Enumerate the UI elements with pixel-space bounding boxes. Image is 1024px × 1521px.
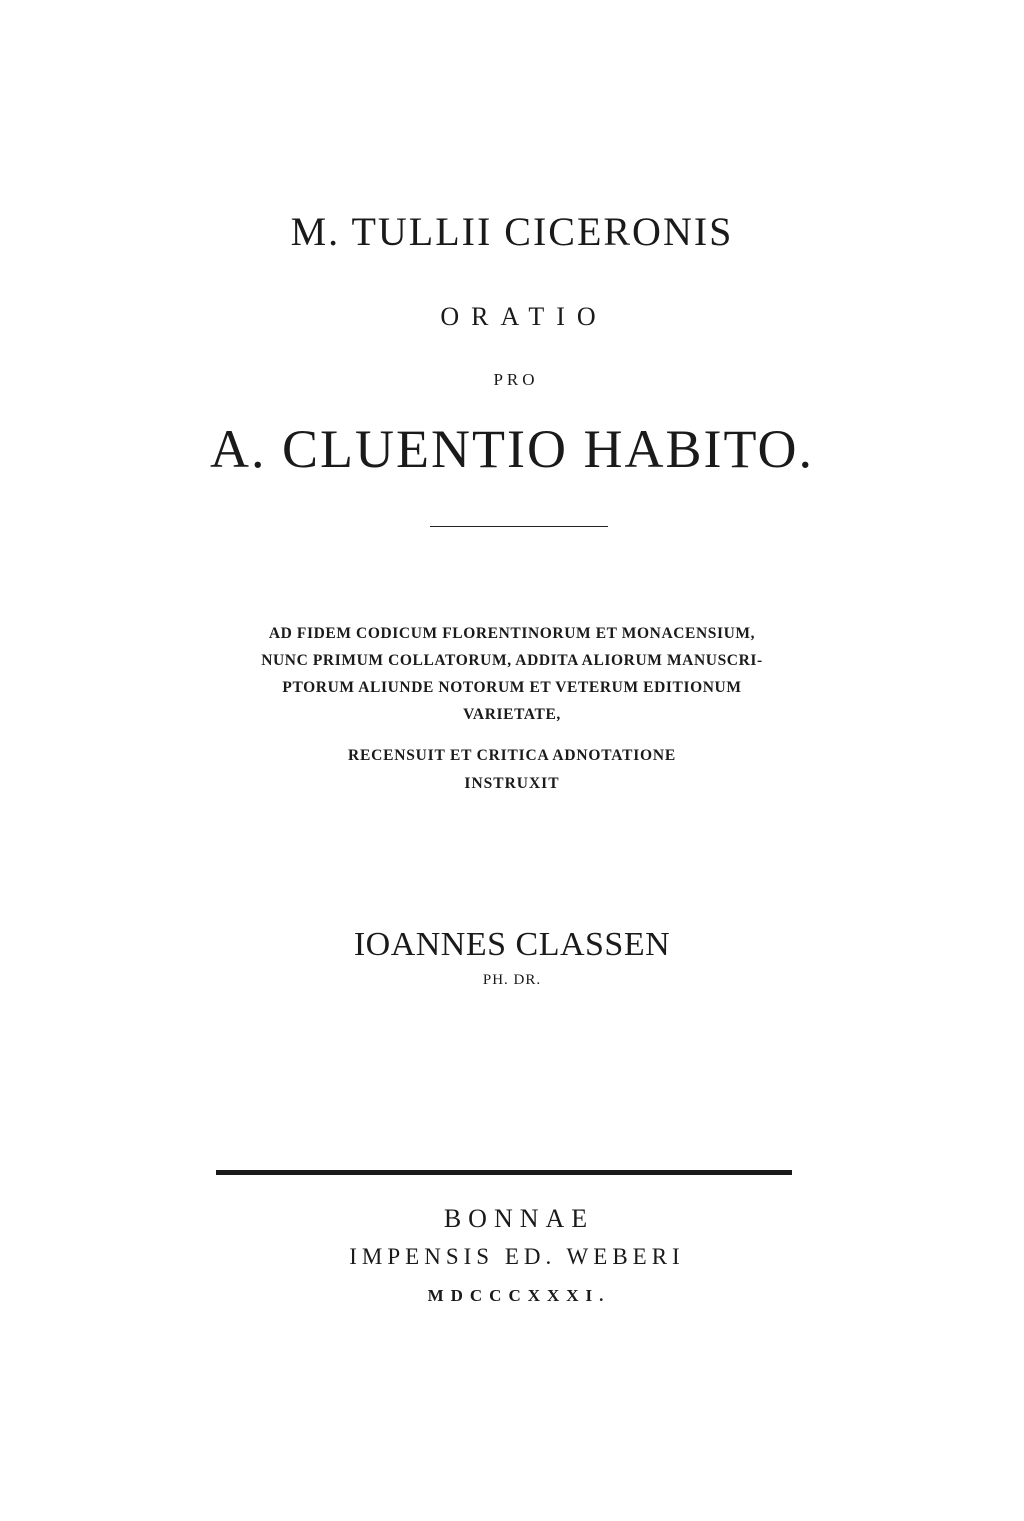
edition-description	[212, 620, 812, 728]
instruxit-line: INSTRUXIT	[464, 775, 560, 792]
description-line: AD FIDEM CODICUM FLORENTINORUM ET MONACENSIUM,	[268, 625, 756, 642]
author-heading: M. TULLII CICERONIS	[290, 209, 734, 254]
subject-heading: A. CLUENTIO HABITO.	[210, 419, 814, 479]
editor-degree: PH. DR.	[482, 972, 542, 988]
short-divider	[430, 526, 608, 527]
description-line: NUNC PRIMUM COLLATORUM, ADDITA ALIORUM MANUSCRI-	[261, 652, 763, 669]
preposition-label: PRO	[493, 370, 539, 389]
editor-name: IOANNES CLASSEN	[353, 926, 671, 963]
thick-divider	[216, 1170, 792, 1175]
description-line: VARIETATE,	[463, 706, 561, 723]
work-label: ORATIO	[440, 302, 608, 331]
description-line: PTORUM ALIUNDE NOTORUM ET VETERUM EDITIONUM	[282, 679, 742, 696]
imprint-city: BONNAE	[443, 1204, 595, 1233]
recensuit-line: RECENSUIT ET CRITICA ADNOTATIONE	[347, 747, 677, 764]
imprint-publisher: IMPENSIS ED. WEBERI	[349, 1244, 685, 1269]
imprint-year: MDCCCXXXI.	[427, 1286, 611, 1305]
